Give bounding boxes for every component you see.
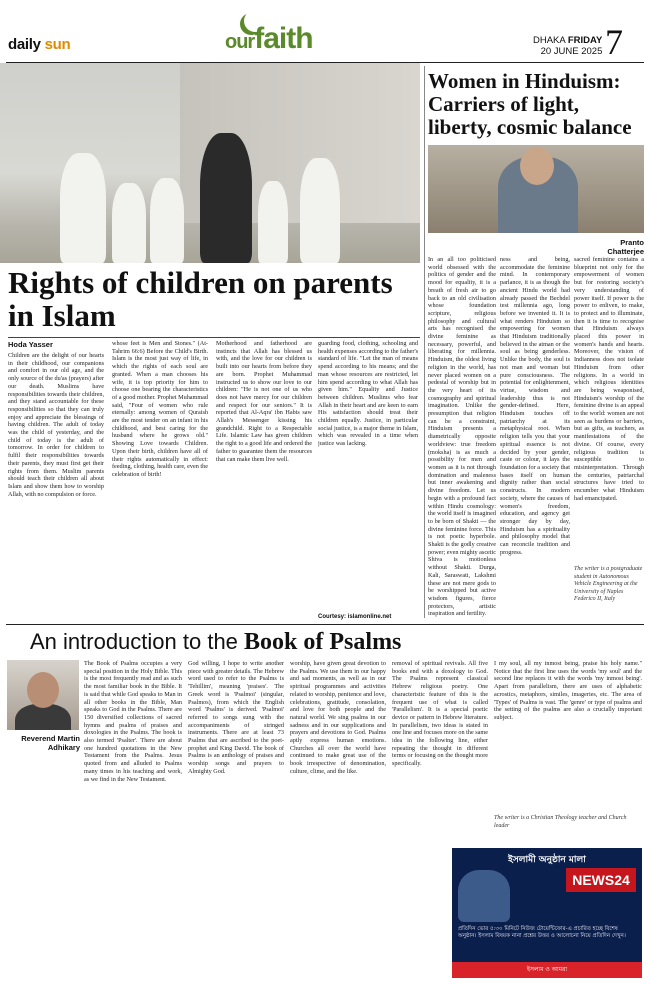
psalms-author: Reverend Martin Adhikary bbox=[21, 734, 80, 752]
psalms-footnote: The writer is a Christian Theology teacher and Church leader bbox=[494, 815, 627, 829]
women-col-2: ness and being, accommodate the feminine mind. In contemporary parlance, it is as though the ancient Hindu world had already passed the Bechdel test millennia ago, long before we invented it. It is what renders Hinduism so empowering for women that Hinduism traditionally believed in the atman or the soul as being genderless. Unlike the body, the soul is not man and woman but pure consciousness. The potential for enlightenment, virtue, wisdom and leadership thus is not gender-defined. Here, Hinduism touches off patriarchy at its metaphysical root. When religion tells you that your spiritual essence is not decided by your gender, caste or colour, it lays the foundation for a society that bases itself on human dignity rather than social constructs. In modern society, where the causes of women's freedom, education, and agency get stronger day by day, Hinduism has a spirituality and philosophy model that can reconcile tradition and progress. bbox=[500, 256, 570, 556]
women-headline[interactable]: Women in Hinduism: Carriers of light, liberty, cosmic balance bbox=[428, 69, 632, 139]
ad-body: প্রতিদিন ভোর ৫:৩০ মিনিটে নিউজ টোয়েন্টিফোর-এ প্রচারিত হচ্ছে বিশেষ অনুষ্ঠান। ইসলাম বিষয়ক নানা প্রশ্নের উত্তর ও আলোচনা নিয়ে প্রতিদিন দেখুন। bbox=[458, 926, 626, 939]
rights-col-2: whose feet is Men and Stones." (At-Tahrim 66:6) Before the Child's Birth. Islam is the most just way of life, in which the rights of each soul are granted. When a man chooses his wife, it is top priority for him to choose one bearing the characteristics of a good mother. Prophet Muhammad said, "Four of women who rule eternally: among women of Quraish are the most tender on an infant in his childhood, and best caring for the husband where he grows old." Showing Love towards Children. Upon their birth, children have all of their rights automatically in effect: feeding, clothing, health care, even the celebration of birth! bbox=[112, 340, 208, 478]
rights-col-3: Motherhood and fatherhood are instincts that Allah has blessed us with, and the love for our children is built into our hearts from before they are born. Prophet Muhammad instructed us to show our love to our children: "He is not one of us who does not have mercy for our children and respect for our seniors." It is reported that Al-Aqra' ibn Habis saw Allah's Messenger kissing his grandchild. Right to a Respectable Life. Islamic Law has given children the right to a good life and ordered the father to guarantee them the resources that can make them live well. bbox=[216, 340, 312, 463]
date: 20 JUNE 2025 bbox=[540, 46, 603, 57]
photo-figure bbox=[150, 178, 184, 263]
photo-figure bbox=[258, 181, 288, 263]
section-rule bbox=[6, 624, 644, 625]
women-author: Pranto Chatterjee bbox=[607, 238, 644, 256]
rights-col-1: Children are the delight of our hearts in their childhood, our companions and comfort in our old age, and the only source of the du'as (prayers) after our death. Muslims have responsibilities towards their children, and they stand accountable for these responsibilities so that they can truly enjoy and appreciate the blessings of having children. The adult of today was the child of yesterday, and the child of today is the adult of tomorrow. In order for children to fulfil their responsibilities towards their parents, they must first get their rights from them. Muslim parents should teach their children all about Islam and show them how to worship Allah, with no compulsion or force. bbox=[8, 352, 104, 498]
women-col-1: In an all too politicised world obsessed with the politics of gender and the mood for equality, it is a breath of fresh air to go back to an old civilisation whose foundation scripture, religious philosophy and cultural arts has recognised the divine feminine as necessary, powerful, and liberating for millennia. Hinduism, the oldest living religion in the world, has never placed women on a pedestal of worship but in the very heart of its cosmography and spiritual imagination. Unlike the presumption that religion can be a constraint, Hinduism presents a diametrically opposite worldview: true freedom (moksha) is as much a possibility for men and women as it is not through domination and maleness but inner awakening and divine freedom. Let us begin with a profound fact within Hindu cosmology: the world itself is imagined to be born of Shakti — the divine feminine force. This is not poetic hyperbole. Shakti is the godly creative power; even mighty ascetic Shiva is motionless without Shakti. Durga, Kali, Saraswati, Lakshmi these are not mere gods to be worshipped but active wisdom figures, fierce protectors, artistic inspiration and fertility. bbox=[428, 256, 496, 618]
news24-advertisement[interactable] bbox=[452, 848, 642, 978]
psalms-col-5: I my soul, all my inmost being, praise his holy name." Notice that the first line uses the words 'my soul' and the second line replaces it with the words 'my inmost being'. Apart from parallelism, there are uses of alphabetic acrostics, metaphors, similes, imageries, etc. The area of 'Types' of Psalms is vast. The 'genre' or type of psalms and the setting of the psalms are also a crucially important subject. bbox=[494, 660, 642, 721]
masthead bbox=[0, 0, 650, 62]
women-footnote: The writer is a postgraduate student in Autonomous Vehicle Engineering at the University of Naples Federico II, Italy bbox=[574, 566, 643, 602]
section-faith: faith bbox=[254, 22, 313, 55]
photo-figure bbox=[300, 158, 340, 263]
news24-logo: NEWS24 bbox=[566, 868, 636, 892]
children-photo bbox=[0, 63, 420, 263]
women-col-3: sacred feminine contains a blueprint not only for the empowerment of women but for restoring society's very understanding of power itself. If power is the power to enliven, to make, to protect and to illuminate, then it is time to recognise that Hinduism always placed this power in women's hands and hearts. Moreover, the vision of Indianness does not isolate Hinduism from other religions. In a world in which religious identities are being weaponised, Hinduism's worship of the feminine divine is an appeal to the world: women are not seen as burdens or barriers, but as gifts, as teachers, as manifestations of the divine. Of course, every religious tradition is susceptible to misinterpretation. Through the centuries, patriarchal structures have tried to encumber what Hinduism had emancipated. bbox=[574, 256, 644, 502]
psalms-col-4: removal of spiritual revivals. All five books end with a doxology to God. The Psalms represent classical Hebrew religious poetry. One characteristic feature of this is the frequent use of what is called 'Parallelism'. It is a special poetic device or pattern in Hebrew literature. In parallelism, two ideas is stated in one line and focuses more on the same idea in the following line, either repeating the thought in different terms or focusing on the thought more specifically. bbox=[392, 660, 488, 768]
psalms-title-prefix: An introduction to the bbox=[30, 629, 238, 654]
rights-rule bbox=[8, 337, 420, 338]
rights-col-4: guarding food, clothing, schooling and health expenses according to the father's standard of life. "Let the man of means spend according to his means; and the man whose resources are restricted, let him spend according to what Allah has given him." Equality and Justice between children. Muslims who fear Allah in their heart and are keen to earn His satisfaction should treat their children equally. Justice, in particular social justice, is a major theme in Islam, which was revealed in a time when justice was lacking. bbox=[318, 340, 418, 448]
psalms-col-3: worship, have given great devotion to the Psalms. We use them in our happy and sad moments, as well as in our spiritual programmes and activities related to worship, penitence and love, celebrations, gratitude, consolation, and love for both people and the natural world. We sing psalms in our sadness and in our supplications and prayers and devotions to God. Psalms aptly express human emotions. Churches all over the world have continued to make great use of the book irrespective of denomination, culture, clime, and the like. bbox=[290, 660, 386, 775]
psalms-col-1: The Book of Psalms occupies a very special position in the Holy Bible. This is the most frequently read and as such the most familiar book in the Bible. It is said that while God speaks to Man in all other books in the Bible, Man speaks to God in the Psalms. There are 150 diversified collections of sacred hymns and psalms of praises and doxologies in the Psalms. The book is also termed 'Psalter'. There are about one hundred quotations in the New Testament from the Psalms. Jesus quoted from and alluded to Psalms many times in his teaching and work, as we find in the New Testament. bbox=[84, 660, 182, 783]
ad-footer: ইসলাম ও আমরা bbox=[452, 962, 642, 978]
newspaper-logo[interactable] bbox=[8, 36, 70, 53]
photo-head bbox=[520, 147, 554, 185]
logo-sun: sun bbox=[44, 36, 71, 53]
photo-figure bbox=[200, 133, 252, 263]
photo-figure bbox=[112, 183, 146, 263]
column-divider bbox=[424, 66, 425, 618]
rights-author: Hoda Yasser bbox=[8, 340, 53, 349]
women-author-photo bbox=[428, 145, 644, 233]
dateline bbox=[533, 35, 602, 57]
page-number: 7 bbox=[605, 22, 623, 62]
logo-daily: daily bbox=[8, 36, 41, 53]
ad-title: ইসলামী অনুষ্ঠান মালা bbox=[508, 855, 586, 865]
psalms-author-photo bbox=[7, 660, 79, 730]
photo-head bbox=[27, 672, 59, 708]
psalms-col-2: God willing, I hope to write another piece with greater details. The Hebrew word used to refer to the Psalms is 'Tehillim', meaning 'praises'. The Greek word is 'Psalmoi' (singular, Psalmos), from which the English word 'Psalms' is derived. 'Psalmoi' referred to songs sung with the accompaniments of stringed instruments. There are at least 73 Psalms that are ascribed to the poet-prophet and King David. The book of Psalms is an anthology of praises and worship songs and prayers to Almighty God. bbox=[188, 660, 284, 775]
rights-courtesy: Courtesy: islamonline.net bbox=[318, 614, 392, 620]
section-our: our bbox=[225, 31, 255, 53]
section-title bbox=[225, 22, 313, 56]
photo-figure bbox=[60, 153, 106, 263]
psalms-headline[interactable] bbox=[30, 630, 630, 654]
city: DHAKA bbox=[533, 35, 566, 46]
weekday: FRIDAY bbox=[567, 35, 603, 46]
ad-presenter-image bbox=[458, 870, 510, 922]
rights-headline[interactable]: Rights of children on parents in Islam bbox=[8, 265, 393, 333]
psalms-title-bold: Book of Psalms bbox=[244, 629, 402, 655]
